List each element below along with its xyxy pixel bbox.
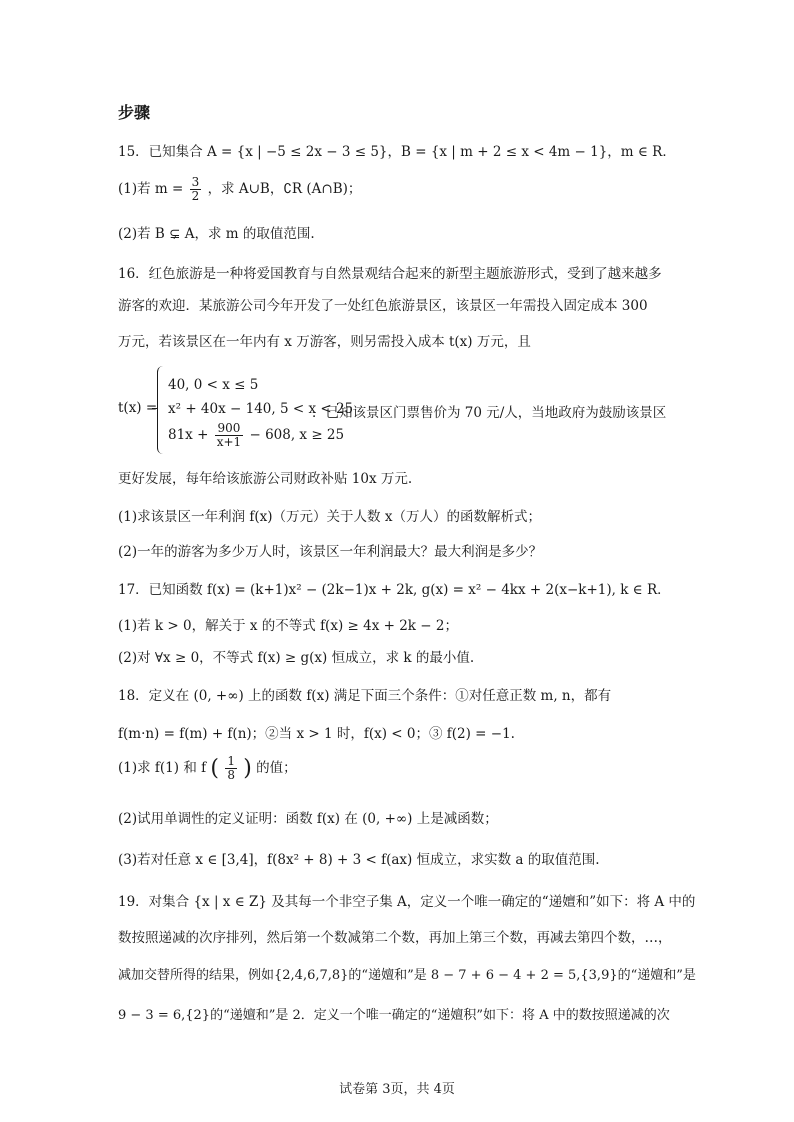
q16-line5: 更好发展，每年给该旅游公司财政补贴 10x 万元. (118, 471, 413, 487)
q15-stem: 15．已知集合 A = {x | −5 ≤ 2x − 3 ≤ 5}，B = {x | m + 2 ≤ x < 4m − 1}，m ∈ R． (118, 144, 676, 160)
q18-fraction-denominator: 8 (227, 768, 235, 782)
page-footer: 试卷第 3页，共 4页 (339, 1082, 455, 1097)
section-title: 步骤 (118, 103, 151, 122)
q16-case3-fraction (215, 422, 243, 449)
q17-stem: 17．已知函数 f(x) = (k+1)x² − (2k−1)x + 2k, g(x) = x² − 4kx + 2(x−k+1), k ∈ R． (118, 582, 671, 598)
q19-line1: 19．对集合 {x | x ∈ Z} 及其每一个非空子集 A，定义一个唯一确定的“递嬗和”如下：将 A 中的 (118, 894, 696, 910)
q15-part1-suffix: ，求 A∪B，∁R (A∩B)； (207, 181, 362, 197)
q16-case3-denominator: x+1 (216, 435, 242, 449)
q16-after-cases: ．已知该景区门票售价为 70 元/人，当地政府为鼓励该景区 (312, 405, 667, 421)
q19-line4: 9 − 3 = 6,{2}的“递嬗和”是 2．定义一个唯一确定的“递嬗积”如下：将 A 中的数按照递减的次 (118, 1008, 670, 1023)
q19-line3: 减加交替所得的结果，例如{2,4,6,7,8}的“递嬗和”是 8 − 7 + 6 − 4 + 2 = 5,{3,9}的“递嬗和”是 (118, 968, 696, 983)
q18-line1: 18．定义在 (0, +∞) 上的函数 f(x) 满足下面三个条件：①对任意正数 m, n，都有 (118, 688, 612, 704)
q15-part2: (2)若 B ⊊ A，求 m 的取值范围. (118, 226, 315, 242)
q19-line2: 数按照递减的次序排列，然后第一个数减第二个数，再加上第三个数，再减去第四个数，…， (118, 930, 672, 946)
q17-part1: (1)若 k > 0，解关于 x 的不等式 f(x) ≥ 4x + 2k − 2； (118, 618, 458, 634)
q18-left-paren: ( (210, 756, 220, 781)
q15-fraction-numerator: 3 (191, 175, 200, 189)
q16-part2: (2)一年的游客为多少万人时，该景区一年利润最大？最大利润是多少？ (118, 544, 543, 560)
q16-case3 (168, 422, 344, 449)
q18-part3: (3)若对任意 x ∈ [3,4]，f(8x² + 8) + 3 < f(ax) 恒成立，求实数 a 的取值范围. (118, 852, 600, 868)
q15-fraction (190, 176, 202, 203)
q16-case3-suffix: − 608, x ≥ 25 (249, 427, 345, 443)
q16-piecewise-brace (157, 366, 166, 454)
q15-part1 (118, 176, 361, 203)
q18-part1 (118, 755, 297, 782)
q16-piecewise-brace-tip (152, 408, 158, 409)
q18-fraction (225, 755, 237, 782)
q16-line3: 万元，若该景区在一年内有 x 万游客，则另需投入成本 t(x) 万元，且 (118, 334, 531, 350)
q18-part2: (2)试用单调性的定义证明：函数 f(x) 在 (0, +∞) 上是减函数； (118, 811, 498, 827)
q16-line1: 16．红色旅游是一种将爱国教育与自然景观结合起来的新型主题旅游形式，受到了越来越多 (118, 266, 662, 282)
q16-tx-label: t(x) = (118, 400, 158, 416)
q16-case1: 40, 0 < x ≤ 5 (168, 377, 259, 393)
q16-case3-numerator: 900 (215, 422, 243, 436)
q15-part1-prefix: (1)若 m = (118, 181, 184, 197)
q17-part2: (2)对 ∀x ≥ 0，不等式 f(x) ≥ g(x) 恒成立，求 k 的最小值. (118, 650, 475, 666)
q18-line2: f(m·n) = f(m) + f(n)；②当 x > 1 时，f(x) < 0；③ f(2) = −1. (118, 726, 515, 742)
q18-part1-prefix: (1)求 f(1) 和 f (118, 760, 207, 776)
q16-line2: 游客的欢迎．某旅游公司今年开发了一处红色旅游景区，该景区一年需投入固定成本 300 (118, 298, 648, 314)
q18-fraction-numerator: 1 (227, 754, 235, 768)
q16-part1: (1)求该景区一年利润 f(x)（万元）关于人数 x（万人）的函数解析式； (118, 509, 541, 525)
q16-case2: x² + 40x − 140, 5 < x < 25 (168, 401, 354, 417)
q15-fraction-denominator: 2 (191, 189, 200, 203)
q18-part1-suffix: 的值； (256, 760, 297, 776)
q16-case3-prefix: 81x + (168, 427, 209, 443)
q18-right-paren: ) (243, 756, 252, 781)
